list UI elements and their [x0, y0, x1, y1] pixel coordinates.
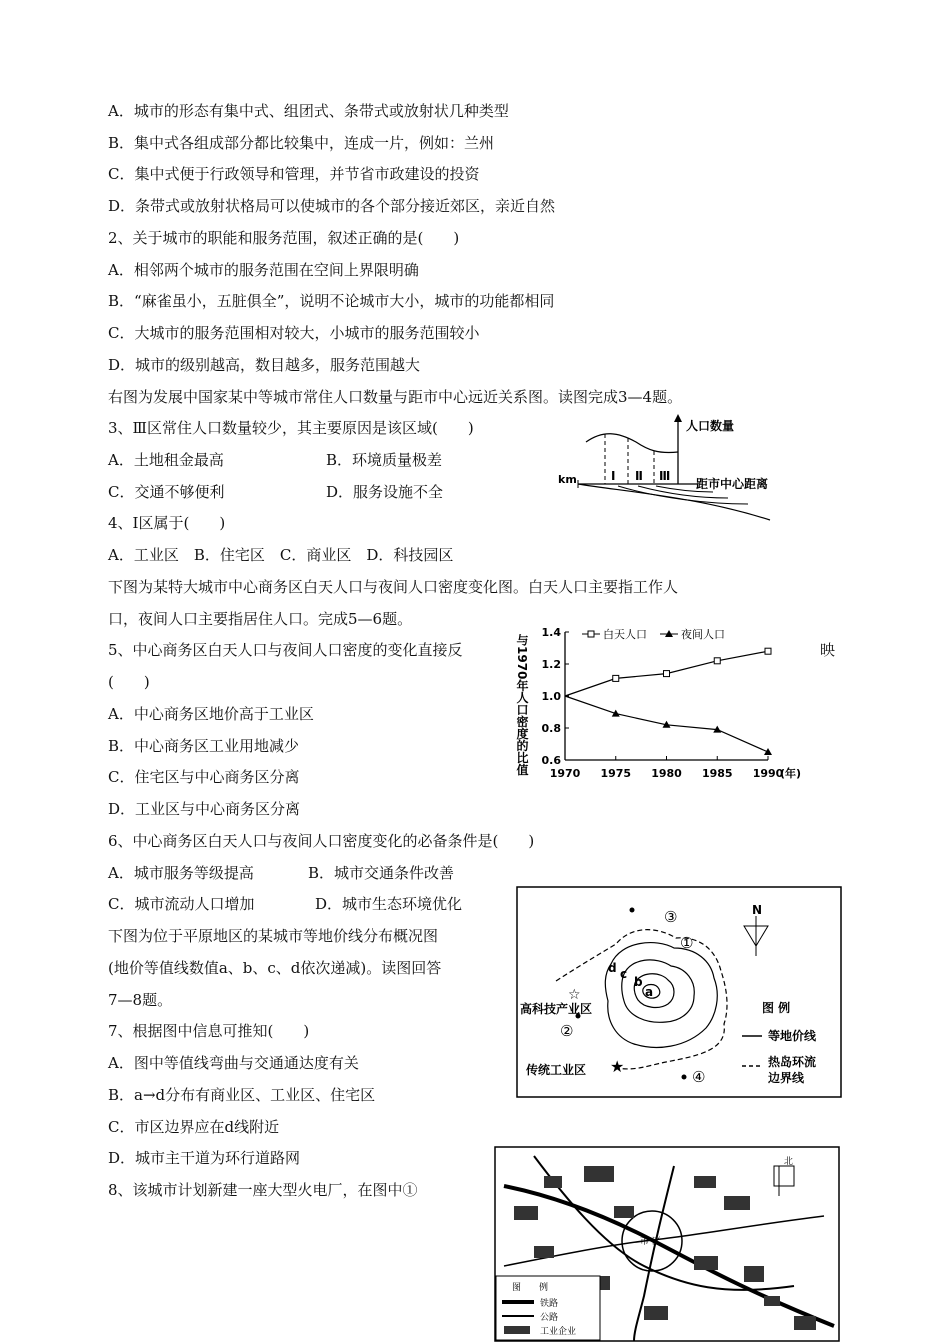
text-line: B．集中式各组成部分都比较集中，连成一片，例如：兰州	[108, 134, 495, 152]
text-line: C．市区边界应在d线附近	[108, 1118, 280, 1136]
axes	[542, 626, 802, 780]
text-line: 7—8题。	[108, 991, 173, 1009]
text-line: D．城市主干道为环行道路网	[108, 1149, 301, 1167]
north-label: N	[752, 903, 763, 917]
x-tick-label: 1975	[600, 767, 632, 780]
text-line: A．城市的形态有集中式、组团式、条带式或放射状几种类型	[108, 102, 509, 120]
city-map	[494, 1146, 840, 1342]
y-tick-label: 0.6	[541, 754, 561, 767]
text-line: A．中心商务区地价高于工业区	[108, 705, 314, 723]
contour-label: b	[634, 975, 643, 989]
text-line: B．中心商务区工业用地减少	[108, 737, 300, 755]
text-line: A．城市服务等级提高	[108, 864, 254, 882]
legend	[582, 627, 725, 641]
industry-block	[744, 1266, 764, 1282]
legend-marker-day	[588, 631, 594, 637]
legend-industry	[504, 1326, 530, 1334]
text-line: 7、根据图中信息可推知( )	[108, 1022, 310, 1040]
legend-label-night: 夜间人口	[681, 628, 725, 641]
text-line: 口，夜间人口主要指居住人口。完成5—6题。	[108, 610, 413, 628]
text-line: ( )	[108, 673, 150, 691]
site-marker: ③	[664, 908, 678, 926]
y-tick-label: 1.0	[541, 690, 561, 703]
hightech-star: ☆	[568, 987, 581, 1003]
text-line: C．住宅区与中心商务区分离	[108, 768, 300, 786]
site-dot	[630, 908, 635, 913]
data-point-day	[765, 648, 771, 654]
text-line: 5、中心商务区白天人口与夜间人口密度的变化直接反	[108, 641, 463, 659]
legend-title: 图 例	[762, 1001, 791, 1015]
x-unit-label: (年)	[780, 767, 802, 780]
text-line: D．城市的级别越高，数目越多，服务范围越大	[108, 356, 421, 374]
industry-block	[534, 1246, 554, 1258]
x-tick-label: 1980	[651, 767, 682, 780]
x-axis-label: 距市中心距离	[696, 477, 769, 491]
text-line: 右图为发展中国家某中等城市常住人口数量与距市中心远近关系图。读图完成3—4题。	[108, 388, 683, 406]
text-line: A．土地租金最高	[108, 451, 224, 469]
text-line: C．城市流动人口增加	[108, 895, 255, 913]
series-layer	[565, 648, 772, 755]
y-axis-arrow	[674, 414, 682, 422]
hightech-label: 高科技产业区	[520, 1002, 593, 1016]
legend-label-day: 白天人口	[603, 628, 647, 641]
text-line: B．a→d分布有商业区、工业区、住宅区	[108, 1086, 376, 1104]
industry-block	[724, 1196, 750, 1210]
x-tick-label: 1970	[549, 767, 581, 780]
text-line: D．城市生态环境优化	[315, 895, 463, 913]
industry-block	[514, 1206, 538, 1220]
text-line: B．“麻雀虽小，五脏俱全”，说明不论城市大小，城市的功能都相同	[108, 292, 555, 310]
text-line: D．工业区与中心商务区分离	[108, 800, 301, 818]
text-line: 6、中心商务区白天人口与夜间人口密度变化的必备条件是( )	[108, 832, 535, 850]
zone-label: Ⅲ	[659, 469, 671, 483]
industry-block	[694, 1256, 718, 1270]
industry-block	[614, 1206, 634, 1218]
legend-label: 铁路	[540, 1299, 559, 1309]
land-value-map	[516, 886, 842, 1098]
text-line: C．集中式便于行政领导和管理，并节省市政建设的投资	[108, 165, 480, 183]
text-line: C．大城市的服务范围相对较大，小城市的服务范围较小	[108, 324, 480, 342]
site-dot	[682, 1075, 687, 1080]
zone-label: Ⅰ	[611, 469, 616, 483]
industry-block	[544, 1176, 562, 1188]
y-axis-label: 与1970年人口密度的比值	[515, 634, 529, 776]
population-curve	[586, 434, 678, 453]
x-tick-label: 1990	[752, 767, 784, 780]
cbd-density-chart	[515, 620, 820, 785]
text-line: 下图为某特大城市中心商务区白天人口与夜间人口密度变化图。白天人口主要指工作人	[108, 578, 679, 596]
industry-block	[694, 1176, 716, 1188]
contour-label: a	[645, 985, 654, 999]
site-marker: ②	[560, 1022, 574, 1040]
text-line: A．工业区 B．住宅区 C．商业区 D．科技园区	[108, 546, 454, 564]
text-line: 映	[820, 641, 836, 659]
text-line: 4、Ⅰ区属于( )	[108, 514, 226, 532]
legend-label: 公路	[540, 1313, 559, 1323]
y-tick-label: 0.8	[541, 722, 561, 735]
north-label: 北	[784, 1157, 794, 1167]
site-marker: ④	[692, 1068, 706, 1086]
km-label: km	[558, 473, 577, 486]
industry-block	[764, 1296, 780, 1306]
y-tick-label: 1.2	[541, 658, 561, 671]
site-marker: ①	[680, 934, 694, 952]
industry-block	[644, 1306, 668, 1320]
population-distance-figure	[548, 412, 788, 520]
text-line: 8、该城市计划新建一座大型火电厂，在图中①	[108, 1181, 418, 1199]
y-tick-label: 1.4	[541, 626, 561, 639]
industry-block	[584, 1166, 614, 1182]
legend-label: 等地价线	[768, 1029, 817, 1043]
y-axis-label: 人口数量	[686, 419, 735, 433]
text-line: A．相邻两个城市的服务范围在空间上界限明确	[108, 261, 419, 279]
text-line: (地价等值线数值a、b、c、d依次递减)。读图回答	[108, 959, 442, 977]
data-point-day	[613, 675, 619, 681]
text-line: B．环境质量极差	[326, 451, 443, 469]
contour-label: c	[620, 967, 628, 981]
data-point-night	[764, 748, 772, 755]
industry-block	[794, 1316, 816, 1330]
legend-label: 热岛环流	[768, 1055, 817, 1069]
legend-title: 图 例	[512, 1283, 549, 1293]
data-point-day	[664, 671, 670, 677]
city-label: 市 区	[640, 1237, 661, 1247]
text-line: 3、Ⅲ区常住人口数量较少，其主要原因是该区域( )	[108, 419, 474, 437]
data-point-day	[714, 658, 720, 664]
text-line: B．城市交通条件改善	[308, 864, 455, 882]
legend-label: 工业企业	[540, 1327, 577, 1337]
text-line: 2、关于城市的职能和服务范围，叙述正确的是( )	[108, 229, 460, 247]
text-line: D．条带式或放射状格局可以使城市的各个部分接近郊区，亲近自然	[108, 197, 556, 215]
contour-label: d	[608, 961, 617, 975]
text-line: A．图中等值线弯曲与交通通达度有关	[108, 1054, 359, 1072]
text-line: 下图为位于平原地区的某城市等地价线分布概况图	[108, 927, 439, 945]
zone-label: Ⅱ	[635, 469, 643, 483]
industry-star: ★	[610, 1057, 625, 1076]
x-tick-label: 1985	[701, 767, 733, 780]
text-line: D．服务设施不全	[326, 483, 444, 501]
text-line: C．交通不够便利	[108, 483, 225, 501]
industry-label: 传统工业区	[526, 1063, 587, 1077]
legend-label: 边界线	[768, 1071, 805, 1085]
